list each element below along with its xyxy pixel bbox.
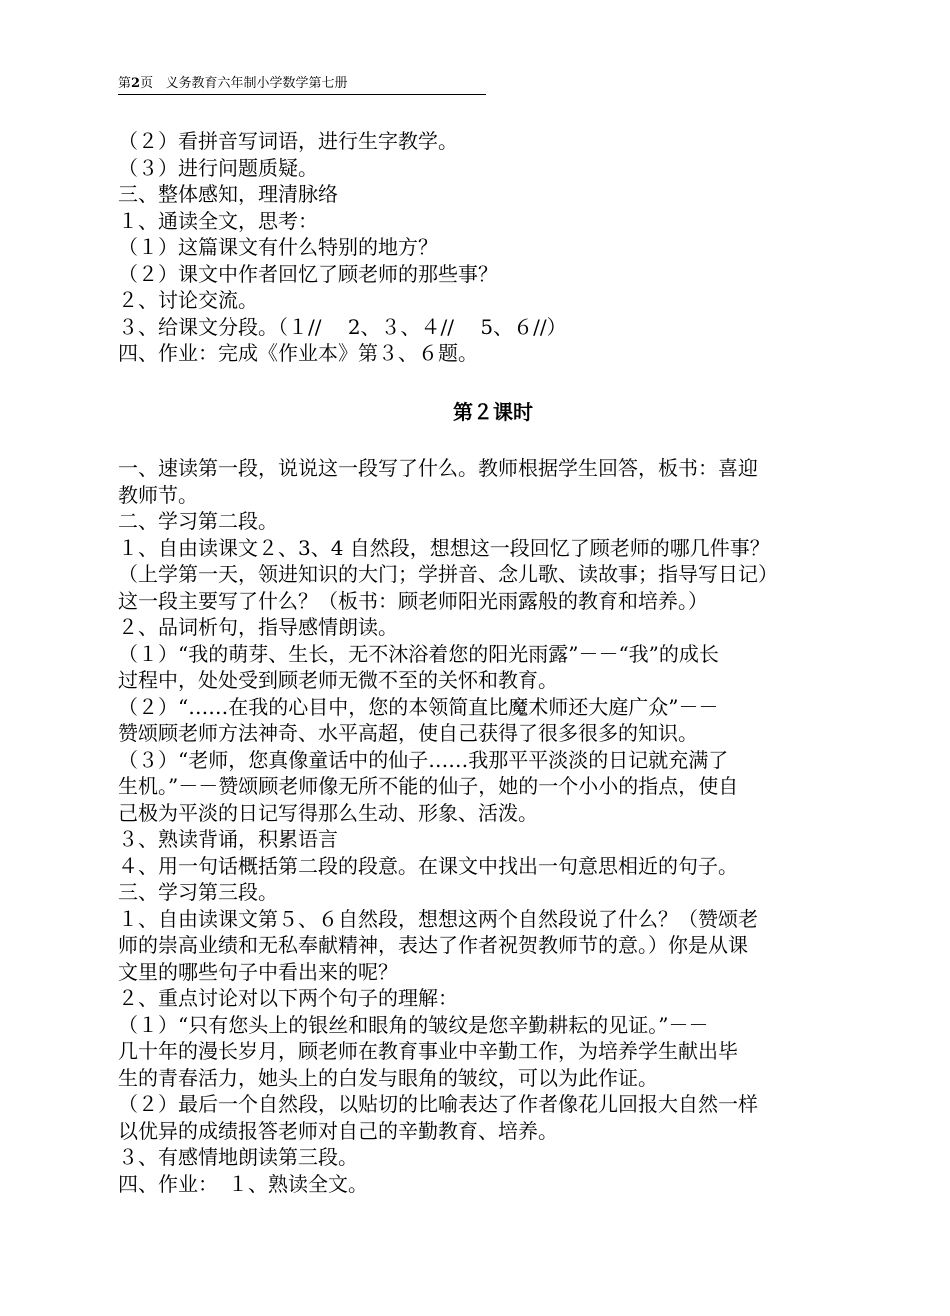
text-line: 几十年的漫长岁月，顾老师在教育事业中辛勤工作，为培养学生献出毕 xyxy=(118,1039,738,1063)
page-label: 第 xyxy=(118,76,132,91)
text-line: 以优异的成绩报答老师对自己的辛勤教育、培养。 xyxy=(118,1118,558,1143)
text-line: 赞颂顾老师方法神奇、水平高超，使自己获得了很多很多的知识。 xyxy=(118,721,698,745)
text-line: 生的青春活力，她头上的白发与眼角的皱纹，可以为此作证。 xyxy=(118,1065,658,1090)
text-line: 一、速读第一段，说说这一段写了什么。教师根据学生回答，板书：喜迎 xyxy=(118,456,758,480)
text-line: 四、作业： １、熟读全文。 xyxy=(118,1171,368,1196)
text-line: （上学第一天，领进知识的大门；学拼音、念儿歌、读故事；指导写日记） xyxy=(118,562,778,586)
text-line: ３、有感情地朗读第三段。 xyxy=(118,1145,358,1169)
text-line: ４、用一句话概括第二段的段意。在课文中找出一句意思相近的句子。 xyxy=(118,853,738,878)
text-line: ３、熟读背诵，积累语言 xyxy=(118,827,338,851)
text-line: ３、给课文分段。（１// 2、３、４// 5、６//） xyxy=(118,314,567,339)
text-line: （２）课文中作者回忆了顾老师的那些事？ xyxy=(118,261,498,286)
text-line: １、自由读课文２、3、4 自然段，想想这一段回忆了顾老师的哪几件事？ xyxy=(118,535,770,560)
document-body xyxy=(118,128,868,1197)
book-title: 义务教育六年制小学数学第七册 xyxy=(165,76,348,91)
text-line: （３）“老师，您真像童话中的仙子……我那平平淡淡的日记就充满了 xyxy=(118,747,729,772)
text-line: 己极为平淡的日记写得那么生动、形象、活泼。 xyxy=(118,800,538,825)
text-line: （３）进行问题质疑。 xyxy=(118,155,318,180)
text-line: 这一段主要写了什么？（板书：顾老师阳光雨露般的教育和培养。） xyxy=(118,588,708,613)
text-line: 师的崇高业绩和无私奉献精神，表达了作者祝贺教师节的意。）你是从课 xyxy=(118,933,748,957)
text-line: 四、作业：完成《作业本》第３、６题。 xyxy=(118,341,478,365)
page-header xyxy=(118,72,486,95)
text-line: １、自由读课文第５、６自然段，想想这两个自然段说了什么？（赞颂老 xyxy=(118,906,758,931)
text-line: ２、品词析句，指导感情朗读。 xyxy=(118,615,398,639)
text-line: （２）最后一个自然段，以贴切的比喻表达了作者像花儿回报大自然一样 xyxy=(118,1092,758,1116)
lesson-heading: 第２课时 xyxy=(453,399,533,424)
text-line: （１）这篇课文有什么特别的地方？ xyxy=(118,235,438,259)
text-line: 三、学习第三段。 xyxy=(118,880,278,904)
text-line: 二、学习第二段。 xyxy=(118,509,278,533)
text-line: （１）“我的萌芽、生长，无不沐浴着您的阳光雨露”－－“我”的成长 xyxy=(118,641,719,666)
text-line: １、通读全文，思考： xyxy=(118,208,318,233)
text-line: （２）“……在我的心目中，您的本领简直比魔术师还大庭广众”－－ xyxy=(118,694,719,719)
page-number: 2 xyxy=(131,76,141,91)
text-line: （２）看拼音写词语，进行生字教学。 xyxy=(118,129,458,153)
page-suffix: 页 xyxy=(140,76,154,91)
text-line: ２、重点讨论对以下两个句子的理解： xyxy=(118,986,458,1010)
text-line: 过程中，处处受到顾老师无微不至的关怀和教育。 xyxy=(118,668,558,692)
text-line: 三、整体感知，理清脉络 xyxy=(118,182,338,206)
text-line: ２、讨论交流。 xyxy=(118,288,258,312)
text-line: 文里的哪些句子中看出来的呢？ xyxy=(118,959,398,984)
text-line: 教师节。 xyxy=(118,482,198,507)
text-line: 生机。”－－赞颂顾老师像无所不能的仙子，她的一个小小的指点，使自 xyxy=(118,774,739,798)
text-line: （１）“只有您头上的银丝和眼角的皱纹是您辛勤耕耘的见证。”－－ xyxy=(118,1012,709,1037)
